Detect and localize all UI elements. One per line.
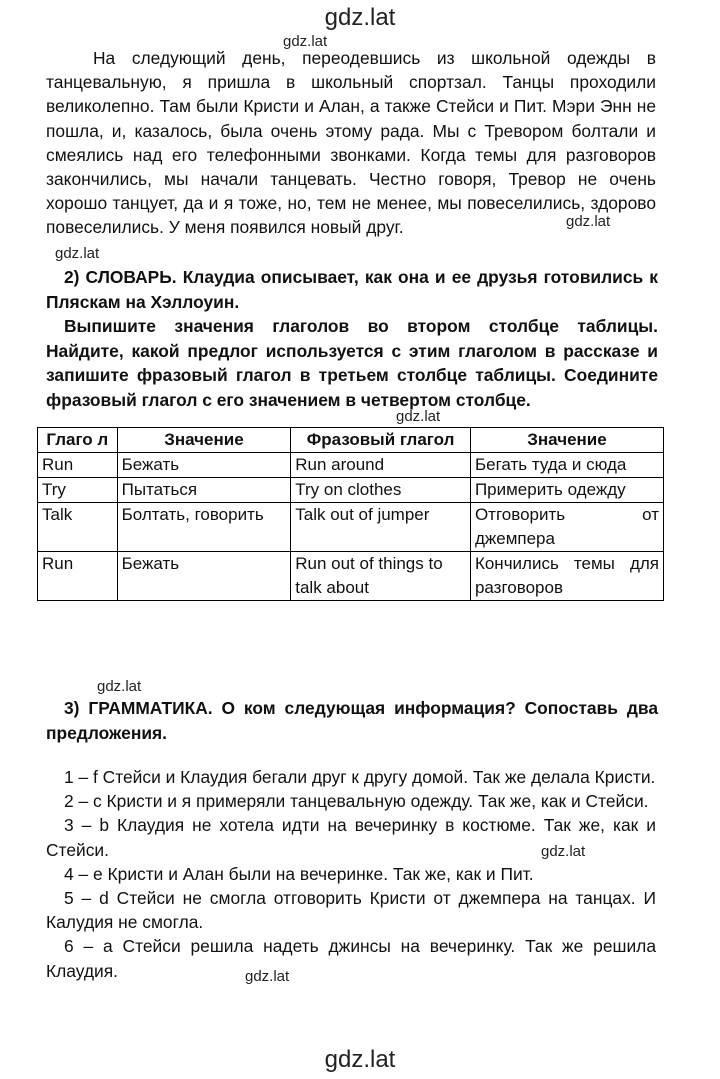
watermark: gdz.lat <box>283 33 328 50</box>
cell-verb: Run <box>38 552 118 601</box>
list-item <box>46 789 656 813</box>
list-item <box>46 862 656 886</box>
task2-heading: 2) СЛОВАРЬ. Клаудиа описывает, как она и ее друзья готовились к Пляскам на Хэллоуин. <box>46 267 658 312</box>
table-row <box>38 453 664 478</box>
list-item <box>46 765 656 789</box>
cell-phrasal-meaning: Кончились темы для разговоров <box>470 552 663 601</box>
table-row <box>38 478 664 503</box>
list-item <box>46 934 656 982</box>
watermark: gdz.lat <box>245 968 290 985</box>
answer-text: 3 – b Клаудия не хотела идти на вечеринку в костюме. Так же, как и Стейси. <box>46 815 656 860</box>
answer-text: 6 – a Стейси решила надеть джинсы на вечеринку. Так же решила Клаудия. <box>46 936 656 981</box>
header-meaning: Значение <box>117 428 291 453</box>
table-row <box>38 503 664 552</box>
watermark: gdz.lat <box>396 408 441 425</box>
cell-phrasal-meaning: Отговорить от джемпера <box>470 503 663 552</box>
vocabulary-table <box>37 427 664 601</box>
cell-phrasal-verb: Run around <box>291 453 471 478</box>
cell-verb: Run <box>38 453 118 478</box>
task2-instruction: Выпишите значения глаголов во втором столбце таблицы. Найдите, какой предлог используется с этим глаголом в рассказе и запишите фразовый глагол в третьем столбце таблицы. Соедините фразовый глагол с его значением в четвертом столбце. <box>46 316 658 410</box>
answers-list <box>46 765 656 983</box>
cell-phrasal-meaning: Примерить одежду <box>470 478 663 503</box>
cell-verb: Try <box>38 478 118 503</box>
story-paragraph: На следующий день, переодевшись из школьной одежды в танцевальную, я пришла в школьный спортзал. Танцы проходили великолепно. Там были Кристи и Алан, а также Стейси и Пит. Мэри Энн не пошла, и, казалось, была очень этому рада. Мы с Тревором болтали и смеялись над его телефонными звонками. Когда темы для разговоров закончились, мы начали танцевать. Честно говоря, Тревор не очень хорошо танцует, да и я тоже, но, тем не менее, мы повеселились, здорово повеселились. У меня появился новый друг. <box>46 48 656 238</box>
watermark-bottom: gdz.lat <box>324 1046 396 1073</box>
answer-text: 5 – d Стейси не смогла отговорить Кристи от джемпера на танцах. И Калудия не смогла. <box>46 888 656 933</box>
cell-verb: Talk <box>38 503 118 552</box>
cell-meaning: Бежать <box>117 453 291 478</box>
task3-heading: 3) ГРАММАТИКА. О ком следующая информация? Сопоставь два предложения. <box>46 698 658 743</box>
watermark: gdz.lat <box>541 843 586 860</box>
answer-text: 4 – e Кристи и Алан были на вечеринке. Так же, как и Пит. <box>64 863 534 884</box>
answer-text: 2 – c Кристи и я примеряли танцевальную одежду. Так же, как и Стейси. <box>64 791 649 812</box>
watermark: gdz.lat <box>97 678 142 695</box>
cell-meaning: Болтать, говорить <box>117 503 291 552</box>
cell-phrasal-meaning: Бегать туда и сюда <box>470 453 663 478</box>
table-row <box>38 552 664 601</box>
cell-phrasal-verb: Run out of things to talk about <box>291 552 471 601</box>
answer-text: 1 – f Стейси и Клаудия бегали друг к другу домой. Так же делала Кристи. <box>64 767 656 787</box>
cell-meaning: Пытаться <box>117 478 291 503</box>
list-item <box>46 886 656 934</box>
header-phrasal-verb: Фразовый глагол <box>291 428 471 453</box>
cell-phrasal-verb: Talk out of jumper <box>291 503 471 552</box>
cell-phrasal-verb: Try on clothes <box>291 478 471 503</box>
watermark: gdz.lat <box>55 245 100 262</box>
watermark-top: gdz.lat <box>324 4 396 31</box>
watermark: gdz.lat <box>566 213 611 230</box>
table-header-row <box>38 428 664 453</box>
header-phrasal-meaning: Значение <box>470 428 663 453</box>
header-verb: Глаго л <box>38 428 118 453</box>
cell-meaning: Бежать <box>117 552 291 601</box>
